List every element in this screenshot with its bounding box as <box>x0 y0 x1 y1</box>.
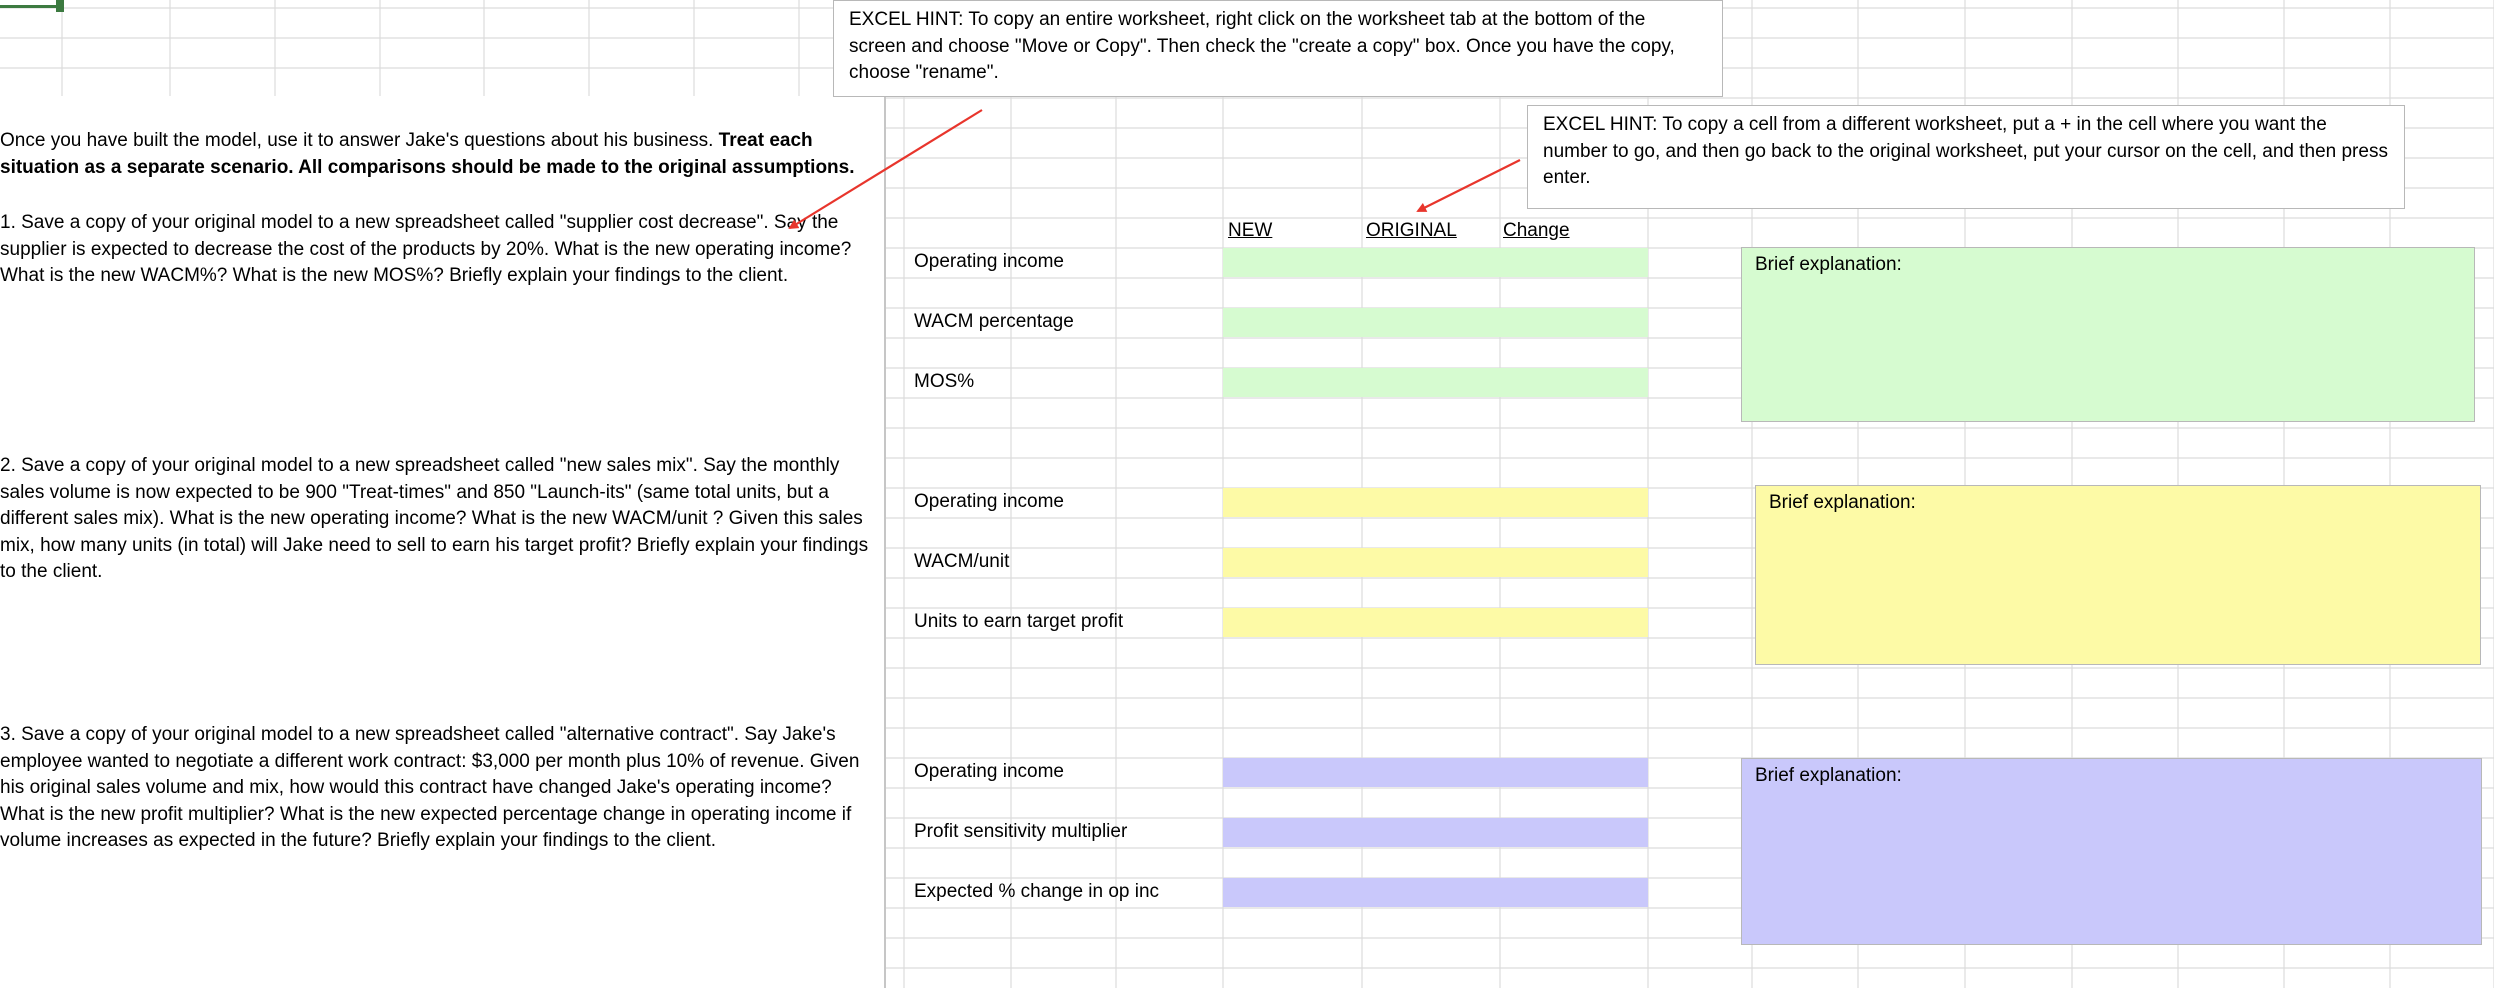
question-1-text: 1. Save a copy of your original model to a new spreadsheet called "supplier cost decrease". Say the supplier is expected to decrease the cost of the products by 20%. What is the new operating income? What is the new WACM%? What is the new MOS%? Briefly explain your findings to the client. <box>0 212 852 286</box>
hint-arrow-2 <box>1418 160 1520 211</box>
explanation-label: Brief explanation: <box>1769 492 1916 513</box>
row-label-profit-sensitivity-multiplier: Profit sensitivity multiplier <box>914 821 1128 842</box>
row-label-mos-percent: MOS% <box>914 371 975 392</box>
column-header-new: NEW <box>1228 220 1273 241</box>
intro-bold-text: Treat each situation as a separate scenario. All comparisons should be made to the original assumptions. <box>0 130 855 178</box>
row-label-units-target-profit: Units to earn target profit <box>914 611 1124 632</box>
hint-text: EXCEL HINT: To copy a cell from a different worksheet, put a + in the cell where you want the number to go, and then go back to the original worksheet, put your cursor on the cell, and then press enter. <box>1543 114 2388 188</box>
hint-text: EXCEL HINT: To copy an entire worksheet, right click on the worksheet tab at the bottom of the screen and choose "Move or Copy". Then check the "create a copy" box. Once you have the copy, choose "rename". <box>849 9 1675 83</box>
explanation-label: Brief explanation: <box>1755 254 1902 275</box>
row-label-expected-change-op-inc: Expected % change in op inc <box>914 881 1160 902</box>
row-label-wacm-percentage: WACM percentage <box>914 311 1074 332</box>
row-label-operating-income-2: Operating income <box>914 491 1064 512</box>
hint-arrow-1 <box>790 110 982 228</box>
column-header-change: Change <box>1503 220 1570 241</box>
question-3-text: 3. Save a copy of your original model to a new spreadsheet called "alternative contract". Say Jake's employee wanted to negotiate a different work contract: $3,000 per month plus 10% of revenue. Given his original sales volume and mix, how would this contract have changed Jake's operating income? What is the new profit multiplier? What is the new expected percentage change in operating income if volume increases as expected in the future? Briefly explain your findings to the client. <box>0 724 860 851</box>
row-label-operating-income-1: Operating income <box>914 251 1064 272</box>
question-2-text: 2. Save a copy of your original model to a new spreadsheet called "new sales mix". Say the monthly sales volume is now expected to be 900 "Treat-times" and 850 "Launch-its" (same total units, but a different sales mix). What is the new operating income? What is the new WACM/unit ? Given this sales mix, how many units (in total) will Jake need to sell to earn his target profit? Briefly explain your findings to the client. <box>0 455 869 582</box>
intro-text: Once you have built the model, use it to answer Jake's questions about his business. <box>0 130 719 151</box>
row-label-wacm-unit: WACM/unit <box>914 551 1010 572</box>
explanation-label: Brief explanation: <box>1755 765 1902 786</box>
row-label-operating-income-3: Operating income <box>914 761 1064 782</box>
column-header-original: ORIGINAL <box>1366 220 1457 241</box>
